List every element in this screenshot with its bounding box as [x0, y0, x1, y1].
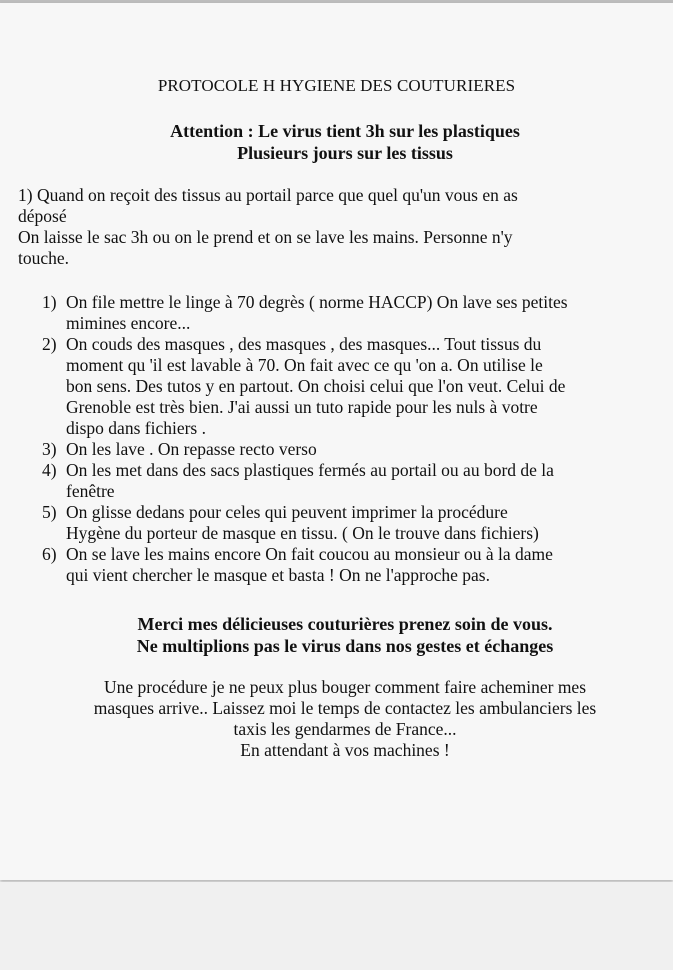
- step-line: On se lave les mains encore On fait coucou au monsieur ou à la dame: [66, 544, 553, 564]
- step-line: bon sens. Des tutos y en partout. On choisi celui que l'on veut. Celui de: [66, 376, 566, 396]
- closing-paragraph: [20, 677, 670, 761]
- attention-heading: [0, 120, 673, 164]
- document-title: PROTOCOLE H HYGIENE DES COUTURIERES: [157, 76, 516, 95]
- background-area: [0, 882, 673, 970]
- intro-line: touche.: [18, 248, 70, 268]
- step-line: Grenoble est très bien. J'ai aussi un tuto rapide pour les nuls à votre: [66, 397, 538, 417]
- step-line: dispo dans fichiers .: [66, 418, 206, 438]
- intro-paragraph: [18, 185, 658, 269]
- closing-line: masques arrive.. Laissez moi le temps de contactez les ambulanciers les: [93, 698, 597, 718]
- step-line: On les met dans des sacs plastiques fermés au portail ou au bord de la: [66, 460, 554, 480]
- step-number: 2): [42, 334, 57, 354]
- step-line: fenêtre: [66, 481, 115, 501]
- step-line: On file mettre le linge à 70 degrès ( norme HACCP) On lave ses petites: [66, 292, 568, 312]
- intro-line: déposé: [18, 206, 67, 226]
- thanks-line: Merci mes délicieuses couturières prenez soin de vous.: [137, 614, 553, 634]
- step-line: mimines encore...: [66, 313, 191, 333]
- attention-line: Attention : Le virus tient 3h sur les plastiques: [170, 121, 520, 141]
- step-item: [42, 439, 667, 460]
- step-item: [42, 502, 667, 544]
- steps-list: [42, 292, 667, 586]
- thanks-line: Ne multiplions pas le virus dans nos gestes et échanges: [136, 636, 554, 656]
- step-item: [42, 544, 667, 586]
- step-number: 1): [42, 292, 57, 312]
- step-line: On glisse dedans pour celes qui peuvent imprimer la procédure: [66, 502, 508, 522]
- step-item: [42, 460, 667, 502]
- step-line: qui vient chercher le masque et basta ! On ne l'approche pas.: [66, 565, 490, 585]
- step-number: 5): [42, 502, 57, 522]
- document-page: [0, 3, 673, 880]
- step-line: On couds des masques , des masques , des masques... Tout tissus du: [66, 334, 542, 354]
- step-line: moment qu 'il est lavable à 70. On fait avec ce qu 'on a. On utilise le: [66, 355, 543, 375]
- step-line: Hygène du porteur de masque en tissu. ( On le trouve dans fichiers): [66, 523, 539, 543]
- closing-line: En attendant à vos machines !: [240, 740, 450, 760]
- step-item: [42, 334, 667, 439]
- step-number: 4): [42, 460, 57, 480]
- intro-line: 1) Quand on reçoit des tissus au portail parce que quel qu'un vous en as: [18, 185, 518, 205]
- step-line: On les lave . On repasse recto verso: [66, 439, 317, 459]
- intro-line: On laisse le sac 3h ou on le prend et on se lave les mains. Personne n'y: [18, 227, 513, 247]
- step-item: [42, 292, 667, 334]
- step-number: 6): [42, 544, 57, 564]
- step-number: 3): [42, 439, 57, 459]
- thanks-heading: [0, 613, 673, 657]
- closing-line: Une procédure je ne peux plus bouger comment faire acheminer mes: [103, 677, 587, 697]
- attention-line: Plusieurs jours sur les tissus: [237, 143, 453, 163]
- closing-line: taxis les gendarmes de France...: [233, 719, 457, 739]
